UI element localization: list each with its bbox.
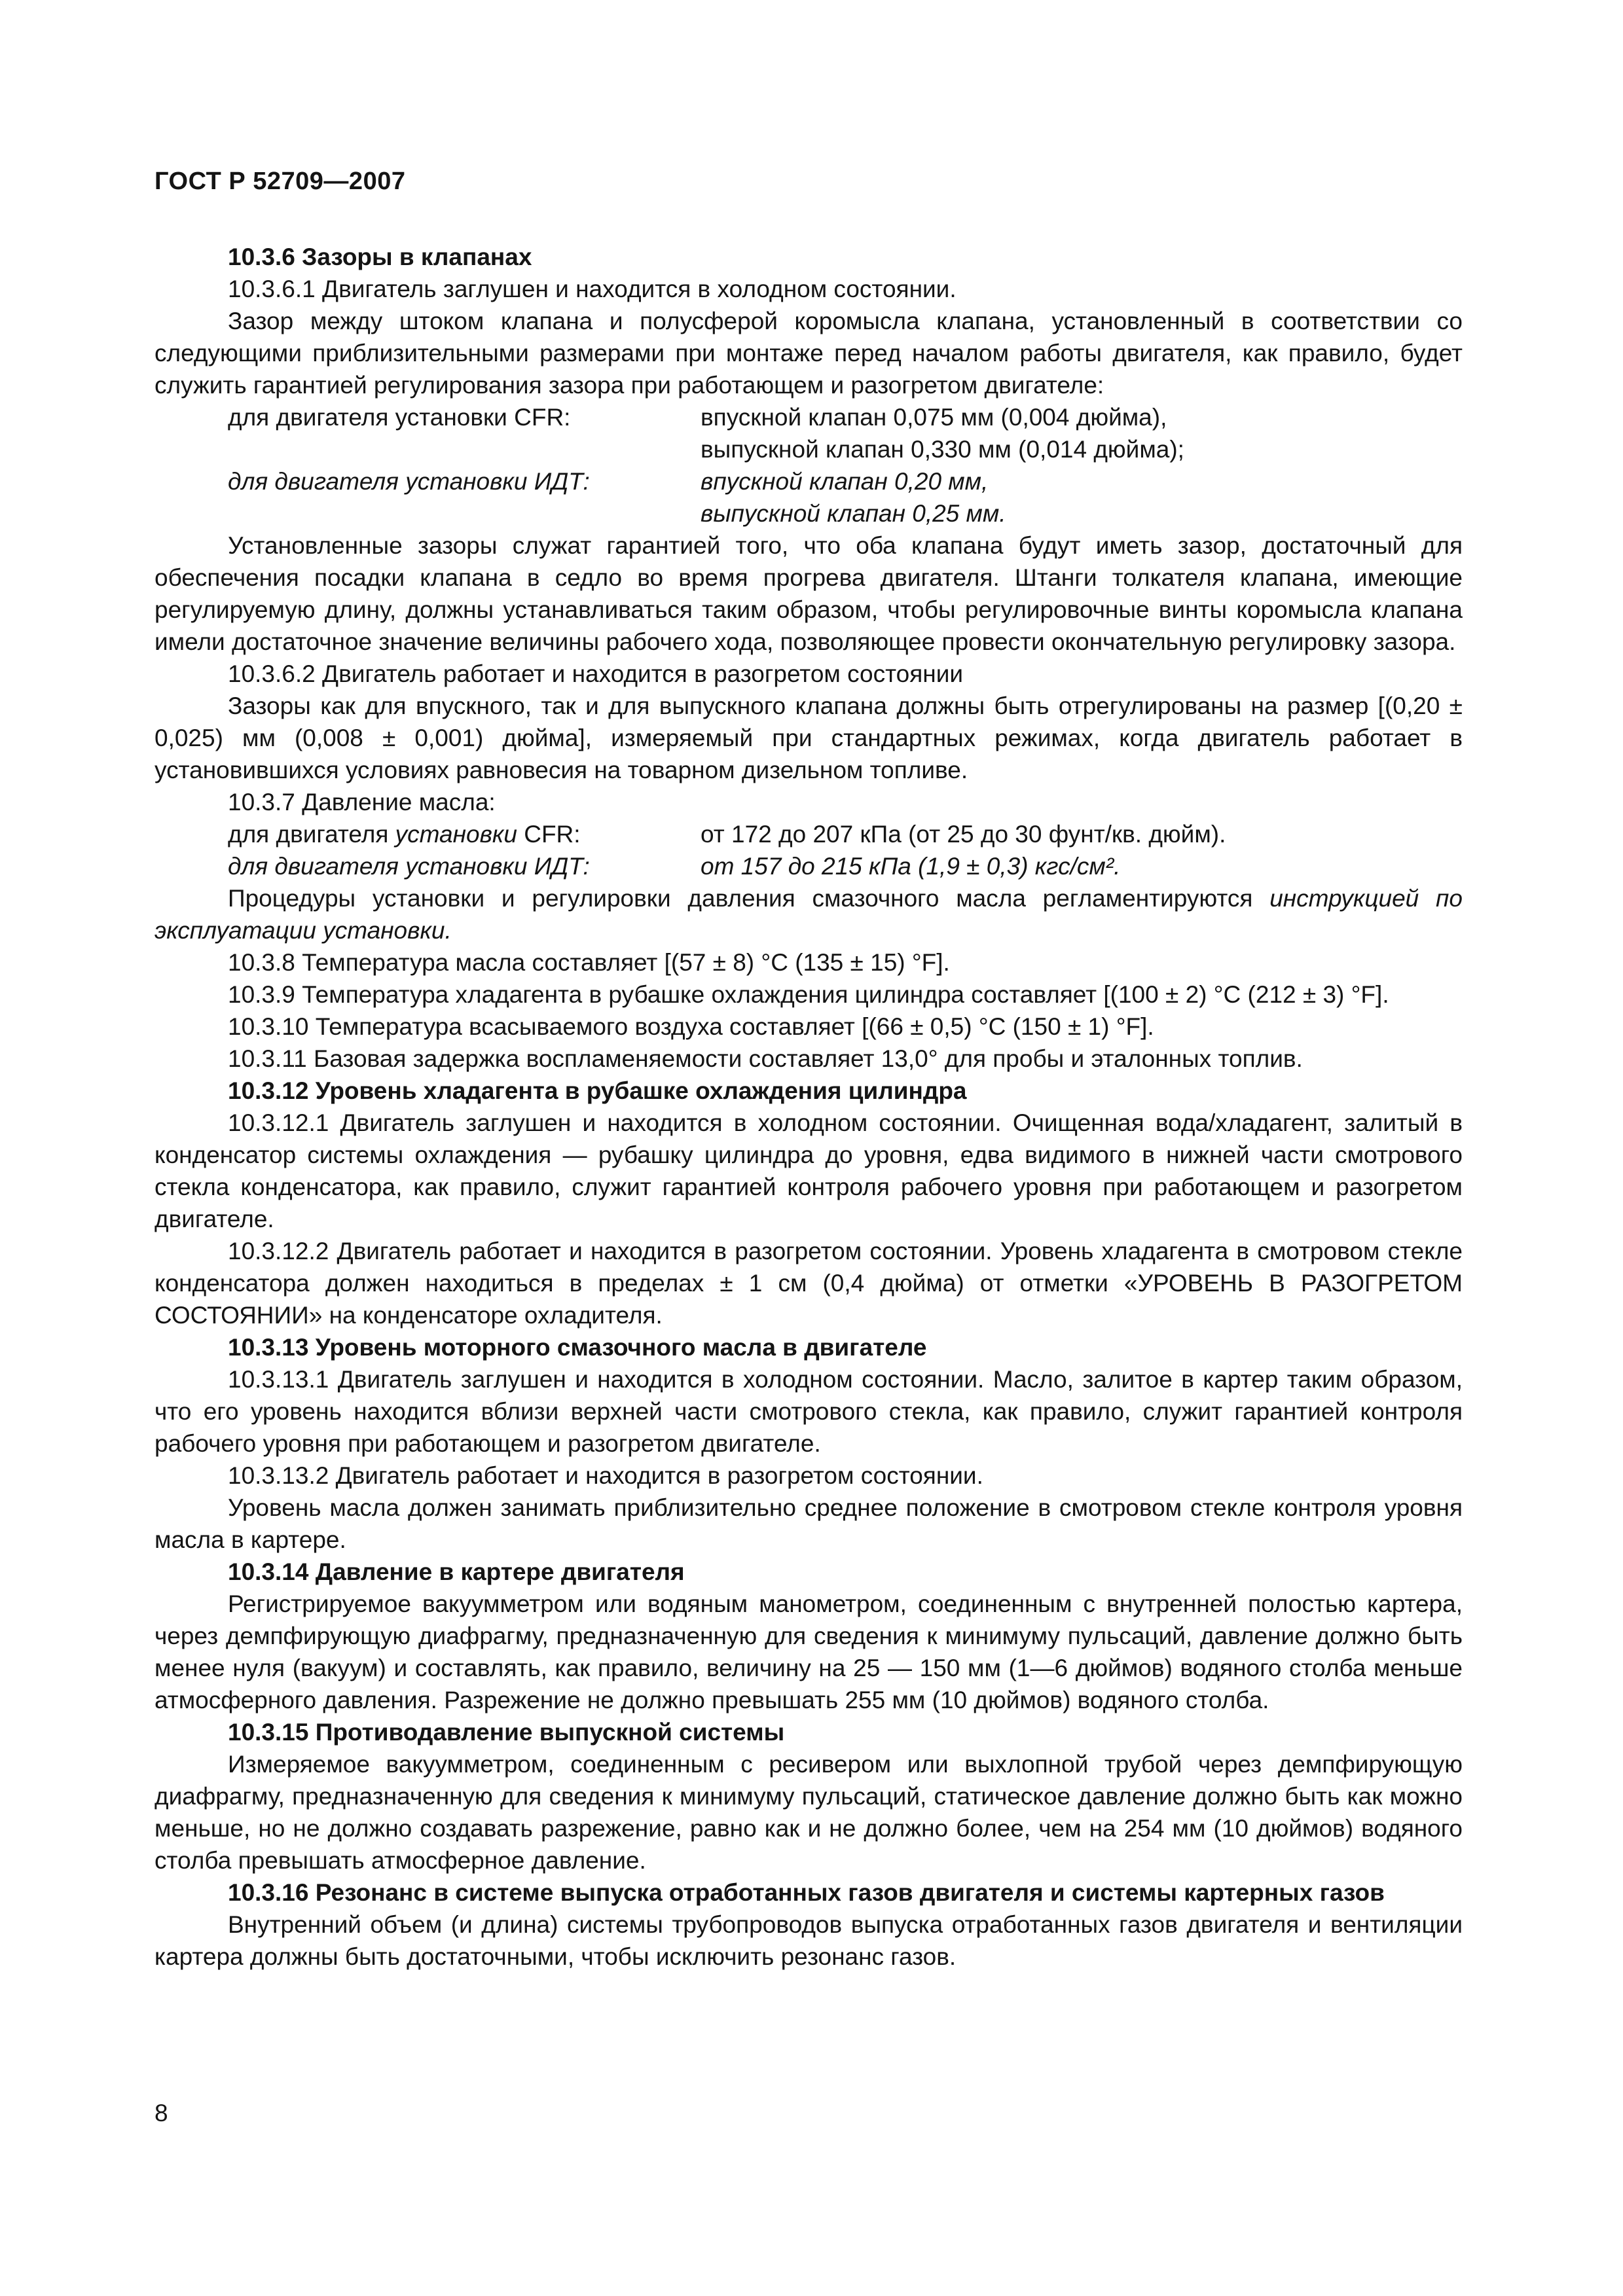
clearance-row-idt (155, 465, 1463, 497)
row-label-empty (155, 433, 701, 465)
section-heading: 10.3.12 Уровень хладагента в рубашке охлаждения цилиндра (228, 1077, 967, 1104)
paragraph: Установленные зазоры служат гарантией того, что оба клапана будут иметь зазор, достаточный для обеспечения посадки клапана в седло во время прогрева двигателя. Штанги толкателя клапана, имеющие регулируемую длину, должны устанавливаться таким образом, чтобы регулировочные винты коромысла клапана имели достаточное значение величины рабочего хода, позволяющее провести окончательную регулировку зазора. (155, 532, 1463, 655)
paragraph: 10.3.11 Базовая задержка воспламеняемости составляет 13,0° для пробы и эталонных топлив. (228, 1045, 1303, 1072)
paragraph: Зазор между штоком клапана и полусферой коромысла клапана, установленный в соответствии со следующими приблизительными размерами при монтаже перед началом работы двигателя, как правило, будет служить гарантией регулирования зазора при работающем и разогретом двигателе: (155, 308, 1463, 399)
row-value: выпускной клапан 0,25 мм. (701, 500, 1006, 527)
row-value: от 157 до 215 кПа (1,9 ± 0,3) кгс/см². (701, 853, 1121, 880)
row-label-empty (155, 497, 701, 529)
document-header: ГОСТ Р 52709—2007 (155, 168, 406, 195)
paragraph: 10.3.9 Температура хладагента в рубашке охлаждения цилиндра составляет [(100 ± 2) °С (212 ± 3) °F]. (228, 981, 1389, 1008)
row-label: для двигателя установки ИДТ: (228, 468, 590, 495)
paragraph: Уровень масла должен занимать приблизительно среднее положение в смотровом стекле контроля уровня масла в картере. (155, 1494, 1463, 1553)
paragraph: Измеряемое вакуумметром, соединенным с ресивером или выхлопной трубой через демпфирующую диафрагму, предназначенную для сведения к минимуму пульсаций, статическое давление должно быть как можно меньше, но не должно создавать разрежение, равно как и не должно более, чем на 254 мм (10 дюймов) водяного столба превышать атмосферное давление. (155, 1751, 1463, 1874)
paragraph: 10.3.12.1 Двигатель заглушен и находится в холодном состоянии. Очищенная вода/хладагент, залитый в конденсатор системы охлаждения — рубашку цилиндра до уровня, едва видимого в нижней части смотрового стекла конденсатора, как правило, служит гарантией контроля рабочего уровня при работающем и разогретом двигателе. (155, 1109, 1463, 1232)
section-heading: 10.3.16 Резонанс в системе выпуска отработанных газов двигателя и системы картерных газов (228, 1879, 1385, 1906)
paragraph: Зазоры как для впускного, так и для выпускного клапана должны быть отрегулированы на размер [(0,20 ± 0,025) мм (0,008 ± 0,001) дюйма], измеряемый при стандартных режимах, когда двигатель работает в установившихся условиях равновесия на товарном дизельном топливе. (155, 692, 1463, 783)
clearance-row-cfr-2 (155, 433, 1463, 465)
paragraph: 10.3.8 Температура масла составляет [(57 ± 8) °С (135 ± 15) °F]. (228, 949, 950, 976)
page-number: 8 (155, 2100, 168, 2126)
label-text: CFR: (517, 821, 581, 848)
clearance-row-idt-2 (155, 497, 1463, 529)
paragraph: Регистрируемое вакуумметром или водяным манометром, соединенным с внутренней полостью картера, через демпфирующую диафрагму, предназначенную для сведения к минимуму пульсаций, давление должно быть менее нуля (вакуум) и составлять, как правило, величину на 25 — 150 мм (1—6 дюймов) водяного столба меньше атмосферного давления. Разрежение не должно превышать 255 мм (10 дюймов) водяного столба. (155, 1590, 1463, 1713)
paragraph-text-italic: инструкцией по эксплуатации установки. (155, 885, 1463, 944)
section-heading: 10.3.13 Уровень моторного смазочного масла в двигателе (228, 1334, 927, 1361)
section-heading: 10.3.6 Зазоры в клапанах (228, 243, 532, 270)
paragraph: 10.3.13.2 Двигатель работает и находится в разогретом состоянии. (228, 1462, 983, 1489)
paragraph: 10.3.13.1 Двигатель заглушен и находится в холодном состоянии. Масло, залитое в картер таким образом, что его уровень находится вблизи верхней части смотрового стекла, как правило, служит гарантией контроля рабочего уровня при работающем и разогретом двигателе. (155, 1366, 1463, 1457)
label-text-italic: установки (395, 821, 517, 848)
row-label (155, 818, 701, 850)
row-label: для двигателя установки CFR: (228, 404, 571, 431)
section-heading: 10.3.15 Противодавление выпускной системы (228, 1719, 785, 1746)
row-value: впускной клапан 0,075 мм (0,004 дюйма), (701, 404, 1167, 431)
section-heading: 10.3.14 Давление в картере двигателя (228, 1558, 685, 1585)
oil-pressure-row-idt (155, 850, 1463, 882)
row-value: выпускной клапан 0,330 мм (0,014 дюйма); (701, 436, 1184, 463)
paragraph: 10.3.6.1 Двигатель заглушен и находится в холодном состоянии. (228, 276, 957, 302)
paragraph: Внутренний объем (и длина) системы трубопроводов выпуска отработанных газов двигателя и вентиляции картера должны быть достаточными, чтобы исключить резонанс газов. (155, 1911, 1463, 1970)
label-text: для двигателя (228, 821, 395, 848)
paragraph (155, 882, 1463, 946)
paragraph: 10.3.10 Температура всасываемого воздуха составляет [(66 ± 0,5) °С (150 ± 1) °F]. (228, 1013, 1154, 1040)
clearance-row-cfr (155, 401, 1463, 433)
oil-pressure-row-cfr (155, 818, 1463, 850)
paragraph: 10.3.7 Давление масла: (228, 789, 496, 816)
paragraph: 10.3.6.2 Двигатель работает и находится в разогретом состоянии (228, 660, 964, 687)
row-label: для двигателя установки ИДТ: (228, 853, 590, 880)
document-body (155, 241, 1463, 1973)
paragraph-text: Процедуры установки и регулировки давления смазочного масла регламентируются (228, 885, 1270, 912)
row-value: от 172 до 207 кПа (от 25 до 30 фунт/кв. дюйм). (701, 821, 1226, 848)
row-value: впускной клапан 0,20 мм, (701, 468, 989, 495)
paragraph: 10.3.12.2 Двигатель работает и находится в разогретом состоянии. Уровень хладагента в смотровом стекле конденсатора должен находиться в пределах ± 1 см (0,4 дюйма) от отметки «УРОВЕНЬ В РАЗОГРЕТОМ СОСТОЯНИИ» на конденсаторе охладителя. (155, 1238, 1463, 1329)
